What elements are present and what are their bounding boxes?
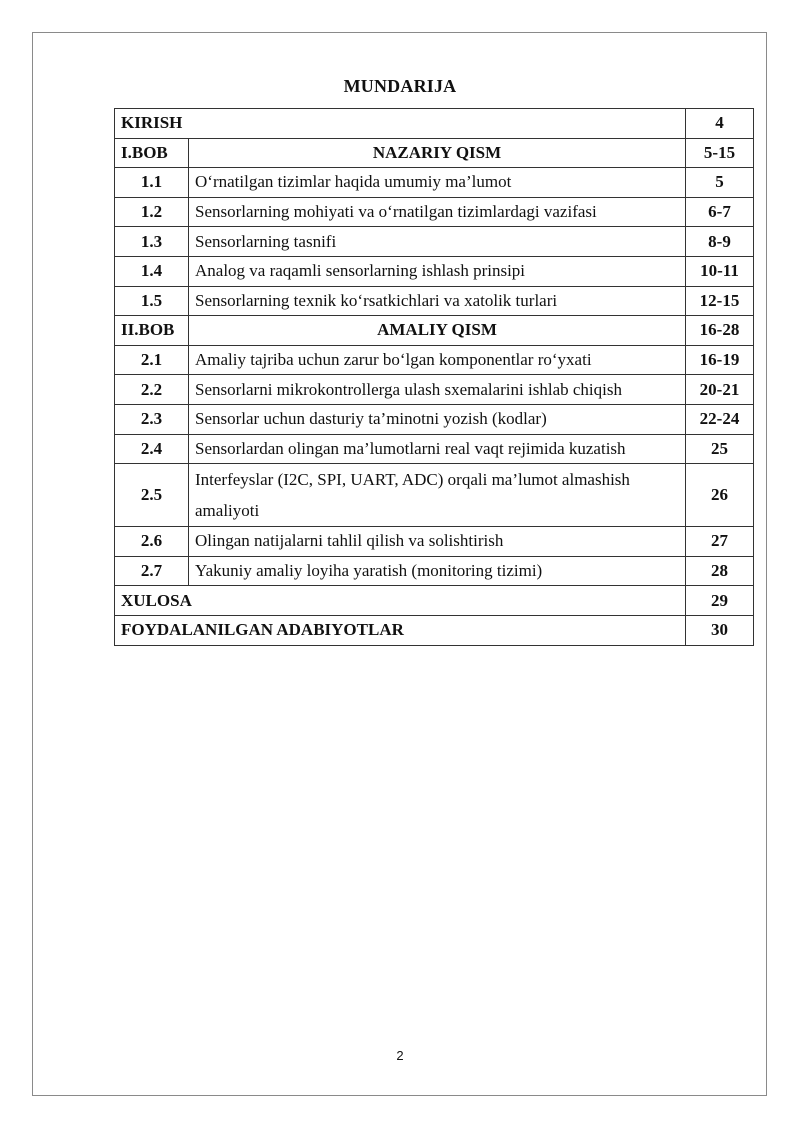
toc-item-text: O‘rnatilgan tizimlar haqida umumiy ma’lumot <box>189 168 686 198</box>
toc-item-number: 2.5 <box>115 464 189 527</box>
toc-row <box>115 286 754 316</box>
toc-row <box>115 556 754 586</box>
toc-item-number: 2.6 <box>115 527 189 557</box>
toc-chapter-title: NAZARIY QISM <box>189 138 686 168</box>
toc-row <box>115 168 754 198</box>
toc-intro-label: KIRISH <box>115 109 686 139</box>
toc-row-intro <box>115 109 754 139</box>
toc-item-page: 26 <box>686 464 754 527</box>
toc-item-page: 28 <box>686 556 754 586</box>
toc-item-page: 25 <box>686 434 754 464</box>
page-number: 2 <box>396 1048 404 1063</box>
toc-item-page: 20-21 <box>686 375 754 405</box>
toc-item-number: 2.2 <box>115 375 189 405</box>
toc-item-text: Sensorlarni mikrokontrollerga ulash sxemalarini ishlab chiqish <box>189 375 686 405</box>
toc-row <box>115 197 754 227</box>
toc-item-number: 2.3 <box>115 404 189 434</box>
toc-item-number: 1.4 <box>115 256 189 286</box>
toc-references-label: FOYDALANILGAN ADABIYOTLAR <box>115 615 686 645</box>
toc-item-text: Sensorlar uchun dasturiy ta’minotni yozish (kodlar) <box>189 404 686 434</box>
toc-item-text: Olingan natijalarni tahlil qilish va solishtirish <box>189 527 686 557</box>
table-of-contents <box>114 108 754 646</box>
toc-chapter-title: AMALIY QISM <box>189 316 686 346</box>
toc-row <box>115 227 754 257</box>
toc-conclusion-page: 29 <box>686 586 754 616</box>
toc-item-text: Sensorlarning tasnifi <box>189 227 686 257</box>
toc-chapter-pages: 16-28 <box>686 316 754 346</box>
toc-item-page: 22-24 <box>686 404 754 434</box>
toc-row <box>115 345 754 375</box>
toc-item-page: 27 <box>686 527 754 557</box>
toc-item-number: 2.4 <box>115 434 189 464</box>
toc-item-page: 8-9 <box>686 227 754 257</box>
toc-item-number: 2.7 <box>115 556 189 586</box>
toc-item-page: 5 <box>686 168 754 198</box>
page-title: MUNDARIJA <box>343 76 457 96</box>
toc-chapter-pages: 5-15 <box>686 138 754 168</box>
toc-item-text: Interfeyslar (I2C, SPI, UART, ADC) orqali ma’lumot almashish amaliyoti <box>189 464 686 527</box>
toc-chapter-code: II.BOB <box>115 316 189 346</box>
toc-row <box>115 434 754 464</box>
toc-item-text: Analog va raqamli sensorlarning ishlash prinsipi <box>189 256 686 286</box>
toc-item-page: 10-11 <box>686 256 754 286</box>
toc-row <box>115 375 754 405</box>
toc-chapter-code: I.BOB <box>115 138 189 168</box>
toc-row-chapter-2 <box>115 316 754 346</box>
toc-row <box>115 404 754 434</box>
toc-item-page: 12-15 <box>686 286 754 316</box>
toc-item-page: 16-19 <box>686 345 754 375</box>
toc-intro-page: 4 <box>686 109 754 139</box>
toc-item-page: 6-7 <box>686 197 754 227</box>
toc-row-references <box>115 615 754 645</box>
toc-row-conclusion <box>115 586 754 616</box>
toc-item-text: Yakuniy amaliy loyiha yaratish (monitoring tizimi) <box>189 556 686 586</box>
toc-row <box>115 464 754 527</box>
toc-item-text: Sensorlarning texnik ko‘rsatkichlari va xatolik turlari <box>189 286 686 316</box>
toc-item-number: 1.5 <box>115 286 189 316</box>
toc-references-page: 30 <box>686 615 754 645</box>
toc-row <box>115 527 754 557</box>
toc-item-number: 1.3 <box>115 227 189 257</box>
toc-row-chapter-1 <box>115 138 754 168</box>
toc-row <box>115 256 754 286</box>
toc-item-number: 1.2 <box>115 197 189 227</box>
toc-item-text: Sensorlardan olingan ma’lumotlarni real vaqt rejimida kuzatish <box>189 434 686 464</box>
toc-conclusion-label: XULOSA <box>115 586 686 616</box>
toc-item-text: Sensorlarning mohiyati va o‘rnatilgan tizimlardagi vazifasi <box>189 197 686 227</box>
toc-item-text: Amaliy tajriba uchun zarur bo‘lgan komponentlar ro‘yxati <box>189 345 686 375</box>
toc-item-number: 2.1 <box>115 345 189 375</box>
toc-item-number: 1.1 <box>115 168 189 198</box>
